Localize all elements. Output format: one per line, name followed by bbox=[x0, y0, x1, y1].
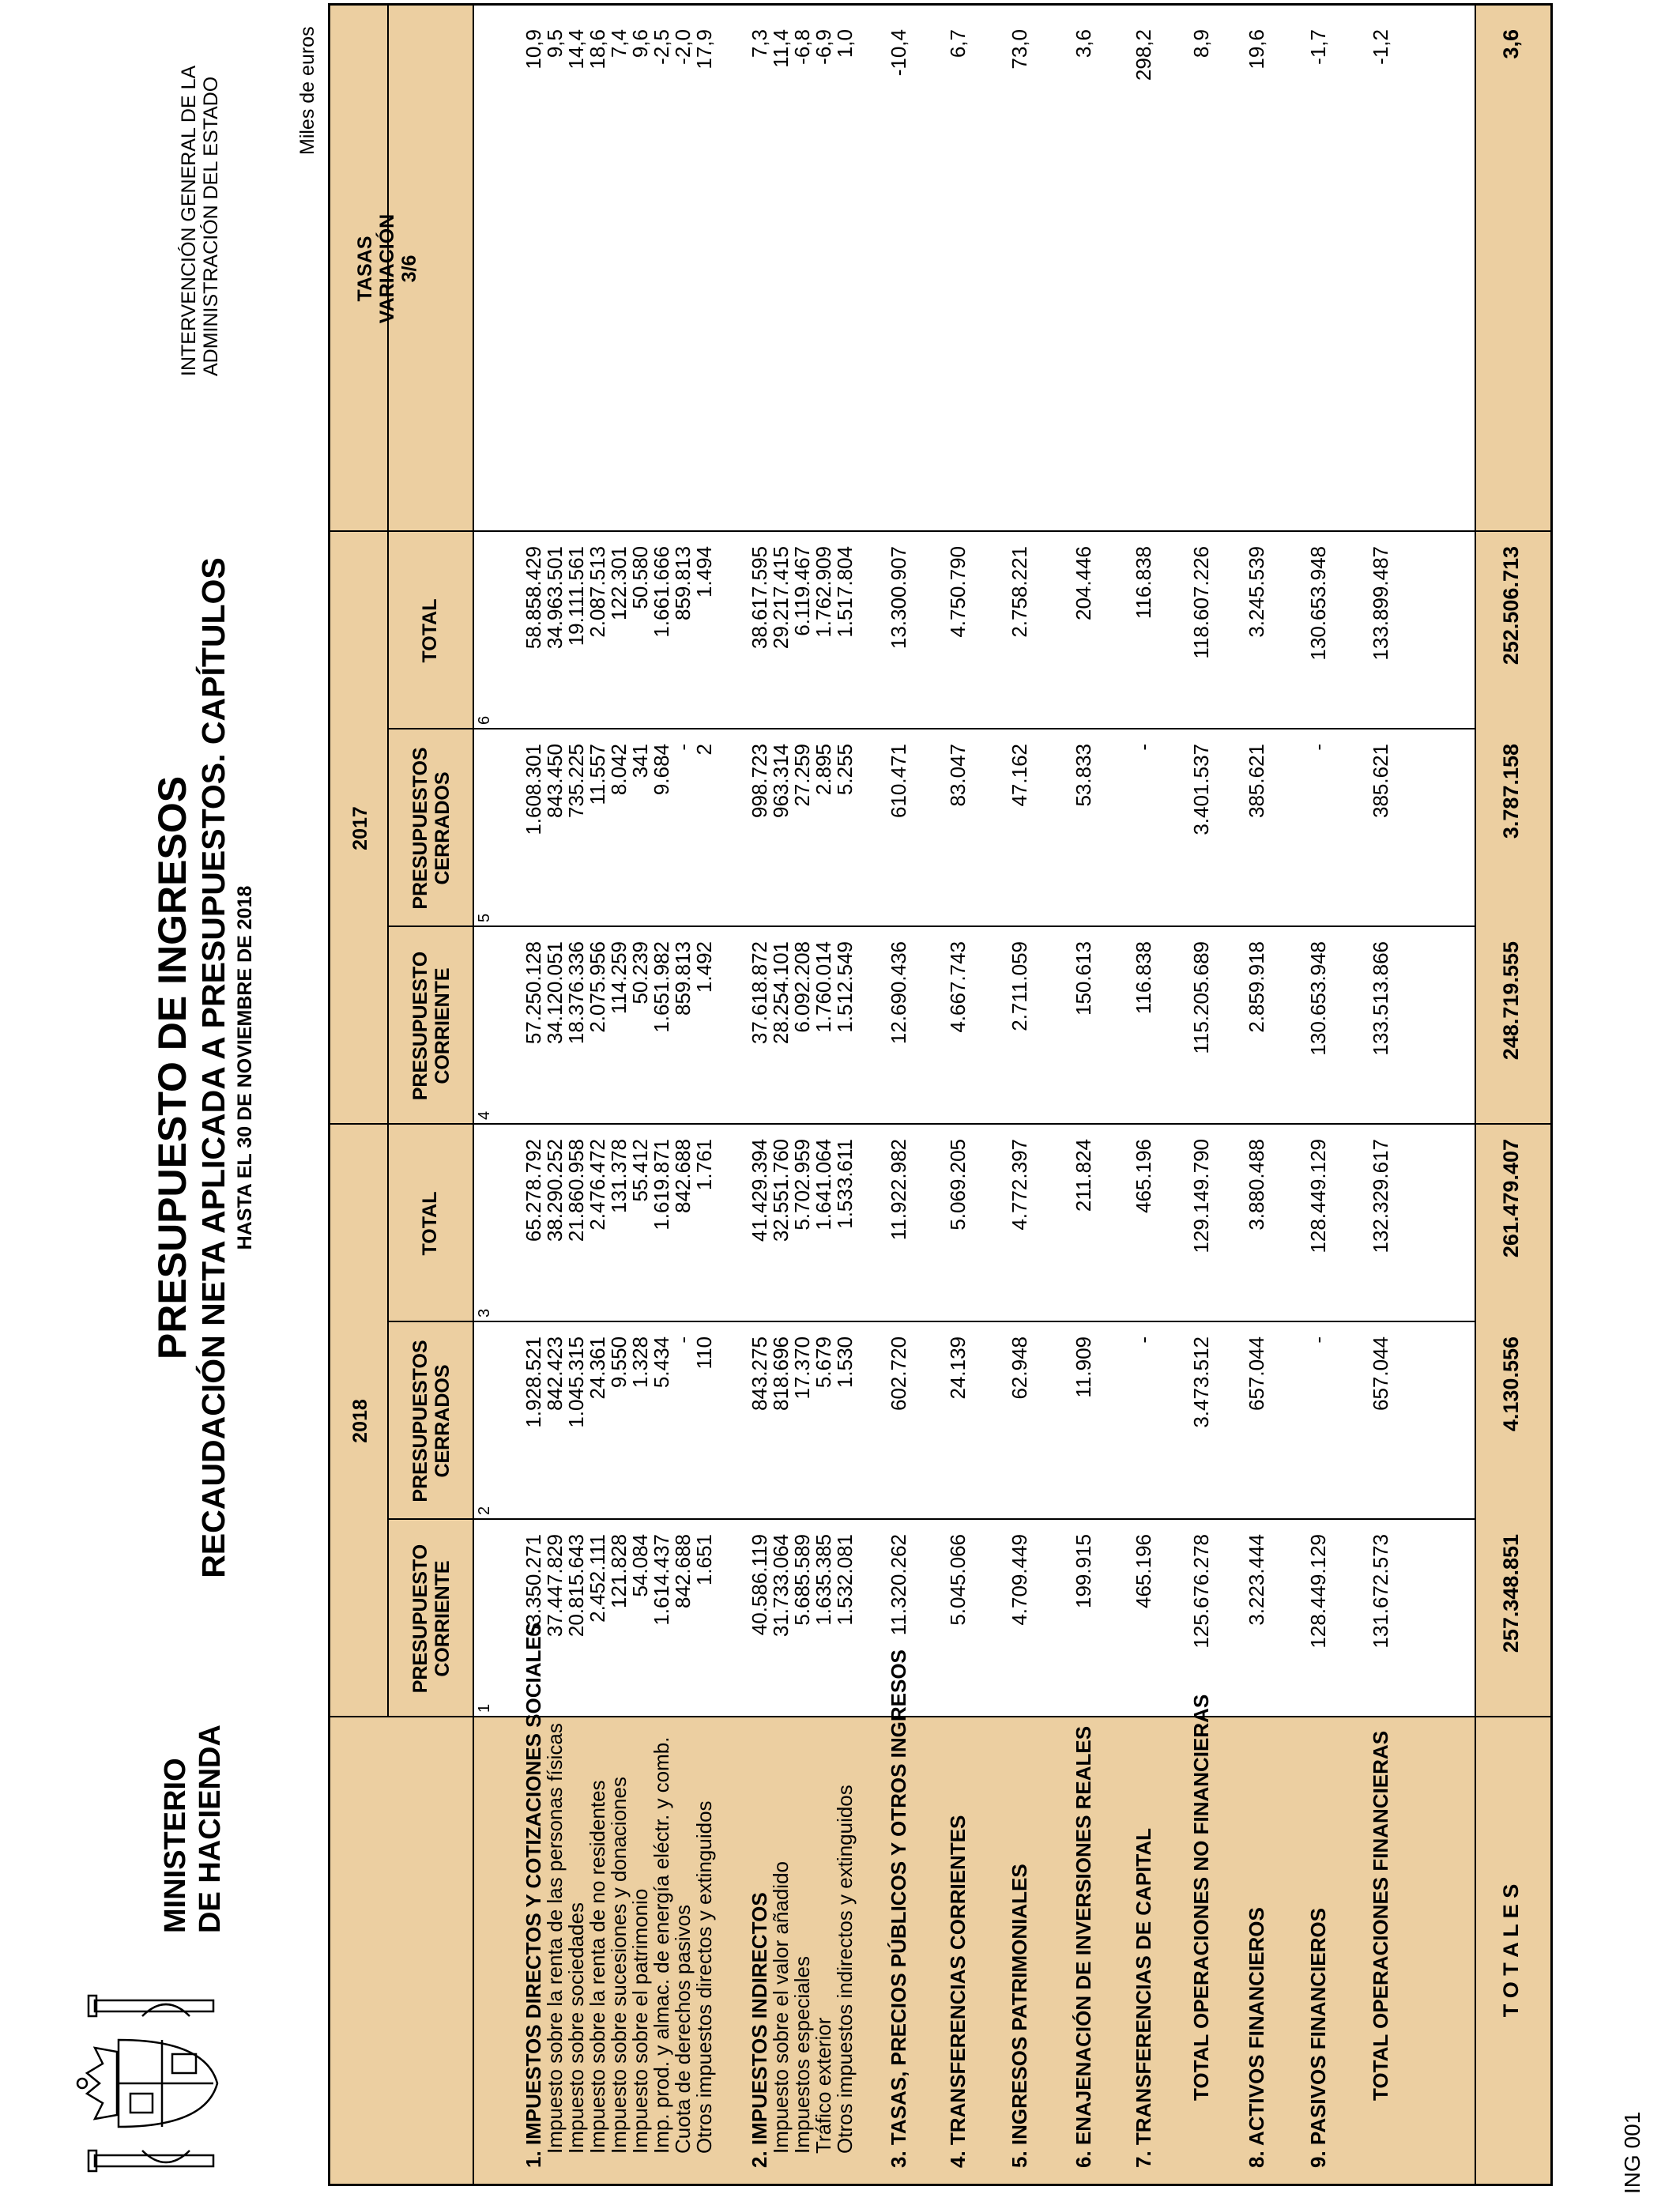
table-cell: 2.087.513 bbox=[585, 546, 609, 638]
table-cell: 3.401.537 bbox=[1188, 744, 1213, 835]
row-label: Imp. prod. y almac. de energía eléctr. y comb. bbox=[649, 1736, 673, 2154]
table-cell: 37.447.829 bbox=[542, 1534, 567, 1638]
table-cell: 818.696 bbox=[769, 1336, 793, 1411]
table-cell: 29.217.415 bbox=[769, 546, 793, 650]
rate-cell: 19,6 bbox=[1245, 29, 1269, 70]
rate-cell: 298,2 bbox=[1132, 29, 1155, 81]
table-cell: 859.813 bbox=[670, 941, 695, 1016]
totals-cell: 257.348.851 bbox=[1499, 1534, 1523, 1653]
row-label: Otros impuestos directos y extinguidos bbox=[691, 1800, 716, 2154]
row-label: 8. ACTIVOS FINANCIEROS bbox=[1245, 1907, 1269, 2168]
row-label: 4. TRANSFERENCIAS CORRIENTES bbox=[946, 1815, 970, 2168]
table-cell: 114.259 bbox=[606, 941, 631, 1015]
table-cell: 2.758.221 bbox=[1008, 546, 1032, 638]
table-cell: 83.047 bbox=[946, 744, 970, 807]
table-cell: 132.329.617 bbox=[1368, 1139, 1392, 1253]
report-subtitle: RECAUDACIÓN NETA APLICADA A PRESUPUESTOS. CAPÍTULOS bbox=[195, 557, 232, 1578]
col-number: 2 bbox=[476, 1506, 493, 1515]
rate-cell: 73,0 bbox=[1008, 29, 1032, 70]
table-cell: 465.196 bbox=[1132, 1534, 1155, 1608]
revenue-table bbox=[328, 3, 1553, 2186]
col-number: 1 bbox=[476, 1703, 493, 1713]
col-tasas bbox=[354, 6, 420, 532]
table-cell: 602.720 bbox=[886, 1336, 910, 1411]
row-label: 5. INGRESOS PATRIMONIALES bbox=[1008, 1864, 1032, 2168]
col-pres-corriente-2017 bbox=[409, 927, 454, 1125]
rate-cell: 10,9 bbox=[521, 29, 545, 70]
table-cell: 50.239 bbox=[627, 941, 652, 1005]
table-cell: 54.084 bbox=[627, 1534, 652, 1597]
col-header-line: PRESUPUESTOS bbox=[409, 1340, 431, 1502]
col-header-line: CORRIENTE bbox=[431, 1560, 454, 1677]
table-cell: 4.772.397 bbox=[1008, 1139, 1032, 1231]
col-header-line: TASAS bbox=[354, 236, 376, 302]
table-cell: 5.685.589 bbox=[790, 1534, 814, 1626]
table-cell: 1.760.014 bbox=[812, 941, 835, 1033]
report-titles bbox=[150, 495, 258, 1641]
rate-cell: 7,3 bbox=[748, 29, 771, 58]
col-header-line: CORRIENTE bbox=[431, 967, 454, 1084]
table-cell: 12.690.436 bbox=[886, 941, 910, 1045]
table-cell: 341 bbox=[627, 744, 652, 778]
table-cell: 5.045.066 bbox=[946, 1534, 970, 1626]
table-cell: 1.533.611 bbox=[833, 1139, 857, 1229]
table-cell: 1.928.521 bbox=[521, 1336, 545, 1428]
table-cell: 38.290.252 bbox=[542, 1139, 567, 1242]
row-label: 6. ENAJENACIÓN DE INVERSIONES REALES bbox=[1072, 1725, 1096, 2168]
table-cell: 657.044 bbox=[1368, 1336, 1392, 1411]
table-cell: 4.750.790 bbox=[946, 546, 970, 638]
table-cell: 41.429.394 bbox=[748, 1139, 771, 1242]
table-cell: 4.709.449 bbox=[1008, 1534, 1032, 1626]
col-pres-corriente-2018 bbox=[409, 1520, 454, 1717]
table-cell: 11.320.262 bbox=[886, 1534, 910, 1636]
table-cell: 735.225 bbox=[563, 744, 588, 818]
table-cell: 5.069.205 bbox=[946, 1139, 970, 1231]
rate-cell: -10,4 bbox=[886, 29, 910, 77]
table-cell: 4.667.743 bbox=[946, 941, 970, 1033]
table-cell: 1.651.982 bbox=[649, 941, 673, 1033]
year-2017-header: 2017 bbox=[349, 806, 371, 850]
row-label: Impuesto sobre la renta de no residentes bbox=[585, 1780, 609, 2154]
table-cell: - bbox=[1306, 744, 1331, 751]
row-label: TOTAL OPERACIONES FINANCIERAS bbox=[1368, 1730, 1392, 2101]
form-code: ING 001 bbox=[1620, 2111, 1644, 2194]
table-cell: 121.828 bbox=[606, 1534, 631, 1608]
table-cell: 963.314 bbox=[769, 744, 793, 818]
totals-cell: 4.130.556 bbox=[1499, 1336, 1523, 1432]
table-cell: 130.653.948 bbox=[1306, 546, 1331, 661]
table-cell: 13.300.907 bbox=[886, 546, 910, 650]
table-cell: 1.619.871 bbox=[649, 1139, 673, 1231]
table-cell: 1.761 bbox=[691, 1139, 716, 1191]
table-cell: 31.733.064 bbox=[769, 1534, 793, 1638]
rate-cell: 18,6 bbox=[585, 29, 609, 70]
col-header-line: PRESUPUESTO bbox=[409, 1544, 431, 1694]
table-cell: 24.139 bbox=[946, 1336, 970, 1400]
table-cell: 125.676.278 bbox=[1188, 1534, 1213, 1649]
table-cell: 1.614.437 bbox=[649, 1534, 673, 1626]
row-label: Impuesto sobre la renta de las personas físicas bbox=[542, 1723, 567, 2154]
col-pres-cerrados-2018 bbox=[409, 1322, 454, 1520]
table-cell: 5.255 bbox=[833, 744, 857, 796]
table-cell: - bbox=[670, 744, 695, 751]
col-number: 5 bbox=[476, 913, 493, 922]
table-cell: 128.449.129 bbox=[1306, 1534, 1331, 1649]
col-header-line: 3/6 bbox=[398, 254, 420, 283]
rate-cell: 9,6 bbox=[627, 29, 652, 58]
table-cell: - bbox=[1132, 744, 1155, 751]
row-label: 2. IMPUESTOS INDIRECTOS bbox=[748, 1892, 771, 2168]
totals-cell: 261.479.407 bbox=[1499, 1139, 1523, 1258]
table-cell: 2.711.059 bbox=[1008, 941, 1032, 1031]
table-cell: 21.860.958 bbox=[563, 1139, 588, 1242]
table-cell: 118.607.226 bbox=[1188, 546, 1213, 659]
table-cell: 842.423 bbox=[542, 1336, 567, 1411]
col-total-2017: TOTAL bbox=[419, 598, 441, 663]
table-cell: 131.378 bbox=[606, 1139, 631, 1213]
table-cell: 150.613 bbox=[1072, 941, 1096, 1016]
ministry-name bbox=[158, 1725, 228, 1933]
table-cell: 3.880.488 bbox=[1245, 1139, 1269, 1231]
totals-cell: 3,6 bbox=[1499, 29, 1523, 59]
col-pres-cerrados-2017 bbox=[409, 729, 454, 927]
col-number: 6 bbox=[476, 715, 493, 725]
col-header-line: CERRADOS bbox=[431, 1364, 454, 1478]
row-label: Impuesto sobre el valor añadido bbox=[769, 1860, 793, 2154]
table-cell: 18.376.336 bbox=[563, 941, 588, 1045]
rate-cell: 1,0 bbox=[833, 29, 857, 58]
row-label: Impuesto sobre sucesiones y donaciones bbox=[606, 1777, 631, 2154]
rate-cell: 11,4 bbox=[769, 29, 793, 68]
rate-cell: -1,2 bbox=[1368, 29, 1392, 65]
rate-cell: -2,5 bbox=[649, 29, 673, 65]
table-cell: 1.532.081 bbox=[833, 1534, 857, 1626]
row-label: 7. TRANSFERENCIAS DE CAPITAL bbox=[1132, 1828, 1155, 2168]
header-line-bottom bbox=[473, 6, 474, 2184]
table-cell: 610.471 bbox=[886, 744, 910, 818]
col-header-line: VARIACIÓN bbox=[376, 213, 398, 324]
table-cell: 465.196 bbox=[1132, 1139, 1155, 1213]
row-label: Tráfico exterior bbox=[812, 2017, 835, 2154]
units-label: Miles de euros bbox=[296, 26, 318, 155]
table-cell: 34.963.501 bbox=[542, 546, 567, 650]
table-cell: 211.824 bbox=[1072, 1139, 1096, 1212]
rate-cell: 6,7 bbox=[946, 29, 970, 58]
row-label: 3. TASAS, PRECIOS PÚBLICOS Y OTROS INGRESOS bbox=[886, 1649, 910, 2168]
table-cell: 1.494 bbox=[691, 546, 716, 598]
table-cell: 859.813 bbox=[670, 546, 695, 620]
row-label: Cuota de derechos pasivos bbox=[670, 1904, 695, 2154]
table-cell: 1.492 bbox=[691, 941, 716, 993]
table-cell: 47.162 bbox=[1008, 744, 1032, 807]
table-cell: 116.838 bbox=[1132, 941, 1155, 1015]
row-label: Impuesto sobre el patrimonio bbox=[627, 1888, 652, 2154]
row-label: Impuestos especiales bbox=[790, 1955, 814, 2154]
table-cell: 65.278.792 bbox=[521, 1139, 545, 1242]
table-cell: 2.895 bbox=[812, 744, 835, 796]
table-cell: 842.688 bbox=[670, 1139, 695, 1213]
rate-cell: -6,9 bbox=[812, 29, 835, 65]
intervencion-line2: ADMINISTRACIÓN DEL ESTADO bbox=[200, 76, 222, 376]
table-cell: - bbox=[1132, 1336, 1155, 1344]
intervencion-line1: INTERVENCIÓN GENERAL DE LA bbox=[178, 65, 200, 376]
col-header-line: PRESUPUESTOS bbox=[409, 747, 431, 910]
col-number: 3 bbox=[476, 1308, 493, 1318]
row-label: Impuesto sobre sociedades bbox=[563, 1902, 588, 2154]
table-cell: 128.449.129 bbox=[1306, 1139, 1331, 1253]
row-label: TOTAL OPERACIONES NO FINANCIERAS bbox=[1188, 1694, 1213, 2101]
table-cell: 8.042 bbox=[606, 744, 631, 796]
table-cell: 5.434 bbox=[649, 1336, 673, 1389]
table-cell: 11.909 bbox=[1072, 1336, 1096, 1398]
table-cell: 40.586.119 bbox=[748, 1534, 771, 1636]
table-cell: 63.350.271 bbox=[521, 1534, 545, 1638]
table-cell: 55.412 bbox=[627, 1139, 652, 1202]
table-cell: 5.702.959 bbox=[790, 1139, 814, 1231]
table-cell: 1.661.666 bbox=[649, 546, 673, 638]
table-cell: 1.045.315 bbox=[563, 1336, 588, 1428]
table-cell: 110 bbox=[691, 1336, 716, 1370]
table-cell: - bbox=[1306, 1336, 1331, 1344]
table-cell: 1.635.385 bbox=[812, 1534, 835, 1626]
rate-cell: 17,9 bbox=[691, 29, 716, 70]
table-cell: - bbox=[670, 1336, 695, 1344]
intervencion-name bbox=[178, 66, 222, 376]
table-cell: 50.580 bbox=[627, 546, 652, 609]
table-cell: 1.517.804 bbox=[833, 546, 857, 638]
totals-label: T O T A L E S bbox=[1499, 1883, 1523, 2018]
table-cell: 53.833 bbox=[1072, 744, 1096, 807]
year-2018-header: 2018 bbox=[349, 1399, 371, 1443]
report-title: PRESUPUESTO DE INGRESOS bbox=[150, 775, 194, 1360]
table-cell: 5.679 bbox=[812, 1336, 835, 1389]
table-cell: 2.075.956 bbox=[585, 941, 609, 1033]
table-cell: 2.452.111 bbox=[585, 1534, 609, 1623]
col-header-line: PRESUPUESTO bbox=[409, 951, 431, 1101]
table-cell: 1.651 bbox=[691, 1534, 716, 1586]
table-cell: 58.858.429 bbox=[521, 546, 545, 650]
table-cell: 998.723 bbox=[748, 744, 771, 818]
table-cell: 6.092.208 bbox=[790, 941, 814, 1033]
table-cell: 129.149.790 bbox=[1188, 1139, 1213, 1253]
totals-cell: 248.719.555 bbox=[1499, 941, 1523, 1061]
row-label: 1. IMPUESTOS DIRECTOS Y COTIZACIONES SOCIALES bbox=[521, 1622, 545, 2168]
table-cell: 9.684 bbox=[649, 744, 673, 796]
table-cell: 19.111.561 bbox=[563, 546, 588, 647]
table-cell: 1.328 bbox=[627, 1336, 652, 1389]
col-header-line: CERRADOS bbox=[431, 771, 454, 885]
table-cell: 20.815.643 bbox=[563, 1534, 588, 1638]
table-cell: 133.513.866 bbox=[1368, 941, 1392, 1056]
table-cell: 27.259 bbox=[790, 744, 814, 807]
row-label: Otros impuestos indirectos y extinguidos bbox=[833, 1785, 857, 2154]
table-cell: 3.223.444 bbox=[1245, 1534, 1269, 1626]
table-cell: 1.641.064 bbox=[812, 1139, 835, 1231]
table-cell: 2.476.472 bbox=[585, 1139, 609, 1231]
rate-cell: 8,9 bbox=[1188, 29, 1213, 58]
table-cell: 657.044 bbox=[1245, 1336, 1269, 1411]
row-label: 9. PASIVOS FINANCIEROS bbox=[1306, 1908, 1331, 2168]
table-cell: 17.370 bbox=[790, 1336, 814, 1400]
totals-cell: 252.506.713 bbox=[1499, 546, 1523, 665]
table-cell: 62.948 bbox=[1008, 1336, 1032, 1400]
table-cell: 1.608.301 bbox=[521, 744, 545, 835]
table-cell: 385.621 bbox=[1245, 744, 1269, 818]
table-cell: 3.245.539 bbox=[1245, 546, 1269, 638]
table-cell: 116.838 bbox=[1132, 546, 1155, 620]
rate-cell: -2,0 bbox=[670, 29, 695, 65]
table-cell: 1.530 bbox=[833, 1336, 857, 1389]
table-cell: 2.859.918 bbox=[1245, 941, 1269, 1033]
totals-line bbox=[1475, 6, 1476, 2184]
totals-cell: 3.787.158 bbox=[1499, 744, 1523, 839]
table-cell: 11.922.982 bbox=[886, 1139, 910, 1241]
table-cell: 2 bbox=[691, 744, 716, 756]
col-number: 4 bbox=[476, 1110, 493, 1120]
rate-cell: 14,4 bbox=[563, 29, 588, 70]
table-cell: 57.250.128 bbox=[521, 941, 545, 1045]
table-cell: 843.450 bbox=[542, 744, 567, 818]
rate-cell: 7,4 bbox=[606, 29, 631, 58]
table-cell: 38.617.595 bbox=[748, 546, 771, 650]
col-total-2018: TOTAL bbox=[419, 1191, 441, 1256]
table-cell: 130.653.948 bbox=[1306, 941, 1331, 1056]
table-cell: 9.550 bbox=[606, 1336, 631, 1389]
table-cell: 3.473.512 bbox=[1188, 1336, 1213, 1428]
table-cell: 385.621 bbox=[1368, 744, 1392, 818]
ministry-line1: MINISTERIO bbox=[159, 1758, 192, 1933]
table-cell: 6.119.467 bbox=[790, 546, 814, 636]
table-cell: 37.618.872 bbox=[748, 941, 771, 1045]
table-cell: 131.672.573 bbox=[1368, 1534, 1392, 1649]
table-cell: 11.557 bbox=[585, 744, 609, 805]
table-cell: 32.551.760 bbox=[769, 1139, 793, 1242]
table-cell: 199.915 bbox=[1072, 1534, 1096, 1608]
table-cell: 133.899.487 bbox=[1368, 546, 1392, 661]
table-cell: 1.512.549 bbox=[833, 941, 857, 1033]
table-cell: 28.254.101 bbox=[769, 941, 793, 1045]
rate-cell: -1,7 bbox=[1306, 29, 1331, 65]
table-cell: 842.688 bbox=[670, 1534, 695, 1608]
table-cell: 34.120.051 bbox=[542, 941, 567, 1045]
table-cell: 204.446 bbox=[1072, 546, 1096, 620]
table-cell: 115.205.689 bbox=[1188, 941, 1213, 1054]
rate-cell: -6,8 bbox=[790, 29, 814, 65]
table-cell: 122.301 bbox=[606, 546, 631, 620]
rate-cell: 3,6 bbox=[1072, 29, 1096, 58]
rate-cell: 9,5 bbox=[542, 29, 567, 58]
ministry-line2: DE HACIENDA bbox=[194, 1725, 227, 1933]
table-cell: 843.275 bbox=[748, 1336, 771, 1411]
report-date: HASTA EL 30 DE NOVIEMBRE DE 2018 bbox=[234, 885, 256, 1250]
coat-of-arms-icon bbox=[71, 1985, 229, 2182]
table-cell: 24.361 bbox=[585, 1336, 609, 1400]
table-cell: 1.762.909 bbox=[812, 546, 835, 638]
